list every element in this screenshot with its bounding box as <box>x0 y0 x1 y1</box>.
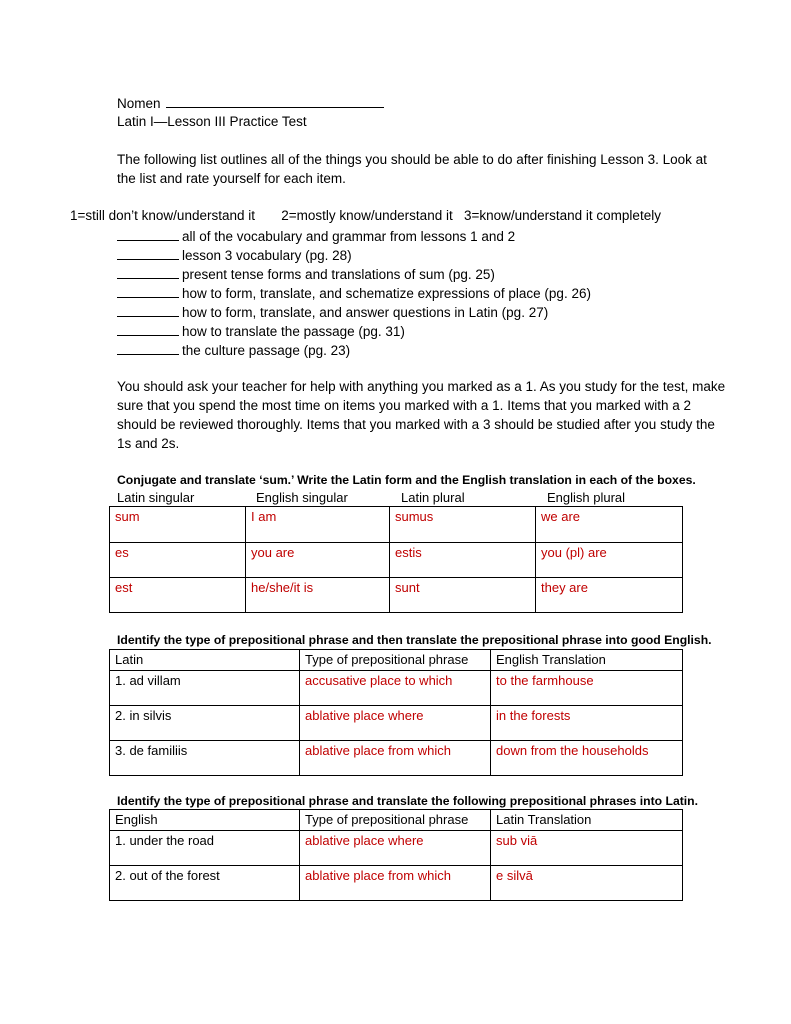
rating-scale: 1=still don’t know/understand it 2=mostly know/understand it 3=know/understand it completely <box>70 208 661 223</box>
english-phrase-cell: 1. under the road <box>110 831 300 866</box>
col-header: Latin Translation <box>491 810 683 831</box>
rating-blank[interactable] <box>117 322 179 336</box>
rating-blank[interactable] <box>117 246 179 260</box>
english-phrase-cell: 2. out of the forest <box>110 866 300 901</box>
latin-singular-cell[interactable]: est <box>110 578 246 613</box>
advice-text: You should ask your teacher for help with anything you marked as a 1. As you study for the test, make sure that you spend the most time on items you marked with a 1. Items that you marked with a 2 should be reviewed thoroughly. Items that you marked with a 3 should be studied after you study the 1s and 2s. <box>117 379 726 451</box>
latin-plural-cell[interactable]: sunt <box>390 578 536 613</box>
latin-phrase-cell: 3. de familiis <box>110 741 300 776</box>
translation-cell[interactable]: down from the households <box>491 741 683 776</box>
rating-blank[interactable] <box>117 341 179 355</box>
english-plural-cell[interactable]: we are <box>536 507 683 543</box>
nomen-label: Nomen <box>117 96 161 111</box>
col-header: English plural <box>547 490 626 505</box>
phrase-type-cell[interactable]: ablative place from which <box>300 741 491 776</box>
table-row <box>110 741 683 776</box>
nomen-blank[interactable] <box>166 94 384 108</box>
phrase-type-cell[interactable]: ablative place where <box>300 706 491 741</box>
phrase-type-cell[interactable]: accusative place to which <box>300 671 491 706</box>
section3-instruction: Identify the type of prepositional phrase and translate the following prepositional phrases into Latin. <box>117 794 699 808</box>
col-header: Type of prepositional phrase <box>300 810 491 831</box>
translation-cell[interactable]: sub viā <box>491 831 683 866</box>
table-row <box>110 578 683 613</box>
col-header: Latin <box>110 650 300 671</box>
table-header-row <box>110 650 683 671</box>
latin-phrase-cell: 1. ad villam <box>110 671 300 706</box>
table-row <box>110 706 683 741</box>
english-plural-cell[interactable]: they are <box>536 578 683 613</box>
latin-singular-cell[interactable]: sum <box>110 507 246 543</box>
rating-blank[interactable] <box>117 265 179 279</box>
latin-plural-cell[interactable]: estis <box>390 543 536 578</box>
translation-cell[interactable]: to the farmhouse <box>491 671 683 706</box>
section1-instruction: Conjugate and translate ‘sum.’ Write the Latin form and the English translation in each of the boxes. <box>117 473 696 487</box>
table-row <box>110 671 683 706</box>
prep-phrase-latin-table <box>109 809 683 901</box>
checklist-item: how to translate the passage (pg. 31) <box>117 322 405 341</box>
checklist-item: lesson 3 vocabulary (pg. 28) <box>117 246 352 265</box>
col-header: English <box>110 810 300 831</box>
translation-cell[interactable]: e silvā <box>491 866 683 901</box>
col-header: Latin singular <box>117 490 195 505</box>
english-singular-cell[interactable]: he/she/it is <box>246 578 390 613</box>
english-plural-cell[interactable]: you (pl) are <box>536 543 683 578</box>
col-header: English singular <box>256 490 348 505</box>
phrase-type-cell[interactable]: ablative place where <box>300 831 491 866</box>
prep-phrase-english-table <box>109 649 683 776</box>
nomen-line <box>117 94 384 113</box>
checklist-item: the culture passage (pg. 23) <box>117 341 350 360</box>
english-singular-cell[interactable]: I am <box>246 507 390 543</box>
latin-singular-cell[interactable]: es <box>110 543 246 578</box>
table-header-row <box>110 810 683 831</box>
latin-phrase-cell: 2. in silvis <box>110 706 300 741</box>
checklist-item: all of the vocabulary and grammar from lessons 1 and 2 <box>117 227 515 246</box>
checklist-item: present tense forms and translations of sum (pg. 25) <box>117 265 495 284</box>
col-header: English Translation <box>491 650 683 671</box>
sum-conjugation-table <box>109 506 683 613</box>
english-singular-cell[interactable]: you are <box>246 543 390 578</box>
intro-text: The following list outlines all of the things you should be able to do after finishing Lesson 3. Look at the list and rate yourself for each item. <box>117 152 707 186</box>
col-header: Type of prepositional phrase <box>300 650 491 671</box>
rating-blank[interactable] <box>117 284 179 298</box>
table-row <box>110 543 683 578</box>
table-row <box>110 866 683 901</box>
checklist-item: how to form, translate, and answer questions in Latin (pg. 27) <box>117 303 548 322</box>
col-header: Latin plural <box>401 490 465 505</box>
latin-plural-cell[interactable]: sumus <box>390 507 536 543</box>
section2-instruction: Identify the type of prepositional phrase and then translate the prepositional phrase into good English. <box>117 633 712 647</box>
checklist-item: how to form, translate, and schematize expressions of place (pg. 26) <box>117 284 591 303</box>
rating-blank[interactable] <box>117 227 179 241</box>
table-row <box>110 831 683 866</box>
phrase-type-cell[interactable]: ablative place from which <box>300 866 491 901</box>
table-row <box>110 507 683 543</box>
translation-cell[interactable]: in the forests <box>491 706 683 741</box>
rating-blank[interactable] <box>117 303 179 317</box>
course-title: Latin I—Lesson III Practice Test <box>117 114 307 129</box>
